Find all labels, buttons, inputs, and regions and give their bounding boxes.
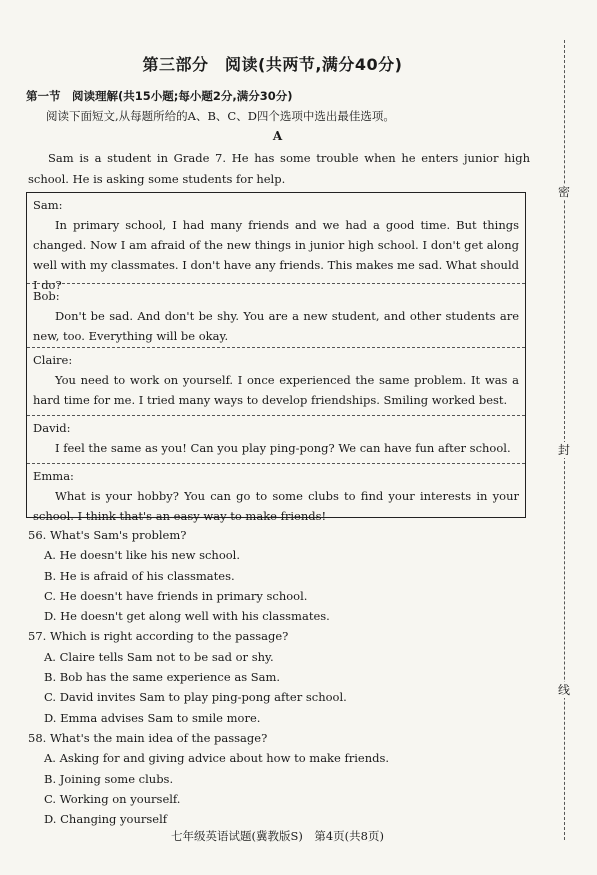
forum-post — [27, 418, 525, 464]
section-heading: 第一节 阅读理解(共15小题;每小题2分,满分30分) — [26, 89, 293, 103]
answer-option: D. Emma advises Sam to smile more. — [44, 710, 261, 725]
question-stem: 57. Which is right according to the passage? — [28, 629, 289, 644]
post-author: Sam: — [33, 198, 63, 212]
answer-option: B. Joining some clubs. — [44, 771, 174, 786]
forum-post — [27, 195, 525, 292]
answer-option: C. David invites Sam to play ping-pong after school. — [44, 690, 347, 705]
post-body: What is your hobby? You can go to some clubs to find your interests in your school. I think that's an easy way to make friends! — [33, 489, 519, 523]
section-instruction: 阅读下面短文,从每题所给的A、B、C、D四个选项中选出最佳选项。 — [46, 109, 395, 123]
answer-option: B. Bob has the same experience as Sam. — [44, 670, 281, 685]
answer-option: C. He doesn't have friends in primary school. — [44, 588, 308, 603]
passage-letter: A — [272, 129, 283, 143]
question — [28, 626, 528, 727]
answer-option: A. Asking for and giving advice about how to make friends. — [44, 751, 390, 766]
forum-post — [27, 286, 525, 348]
post-author: David: — [33, 421, 71, 435]
post-author: Claire: — [33, 353, 73, 367]
binding-mark-feng: 封 — [557, 443, 570, 457]
question — [28, 525, 528, 626]
post-body: I feel the same as you! Can you play ping-pong? We can have fun after school. — [55, 441, 511, 455]
binding-dashed-line — [564, 40, 565, 840]
binding-mark-xian: 线 — [557, 683, 570, 697]
forum-box — [26, 192, 526, 523]
answer-option: D. Changing yourself — [44, 812, 168, 827]
post-author: Emma: — [33, 469, 74, 483]
answer-option: A. He doesn't like his new school. — [44, 548, 241, 563]
answer-option: A. Claire tells Sam not to be sad or shy. — [44, 649, 274, 664]
part-title: 第三部分 阅读(共两节,满分40分) — [142, 55, 403, 74]
post-body: You need to work on yourself. I once experienced the same problem. It was a hard time for me. I tried many ways to develop friendships. Smiling worked best. — [33, 373, 519, 407]
question-list — [28, 525, 528, 829]
page-footer: 七年级英语试题(冀教版S) 第4页(共8页) — [171, 829, 384, 843]
answer-option: B. He is afraid of his classmates. — [44, 568, 235, 583]
passage-intro: Sam is a student in Grade 7. He has some trouble when he enters junior high school. He is asking some students for help. — [28, 151, 530, 186]
forum-post — [27, 350, 525, 416]
post-author: Bob: — [33, 289, 60, 303]
question-stem: 58. What's the main idea of the passage? — [28, 730, 268, 745]
post-body: In primary school, I had many friends and we had a good time. But things changed. Now I am afraid of the new things in junior high school. I don't get along well with my classmates. I don't have any friends. This makes me sad. What should I do? — [33, 218, 519, 292]
question — [28, 728, 528, 829]
answer-option: C. Working on yourself. — [44, 791, 181, 806]
binding-mark-mi: 密 — [557, 185, 570, 199]
forum-post — [27, 466, 525, 526]
post-body: Don't be sad. And don't be shy. You are a new student, and other students are new, too. Everything will be okay. — [33, 309, 519, 343]
answer-option: D. He doesn't get along well with his classmates. — [44, 609, 330, 624]
question-stem: 56. What's Sam's problem? — [28, 528, 187, 542]
